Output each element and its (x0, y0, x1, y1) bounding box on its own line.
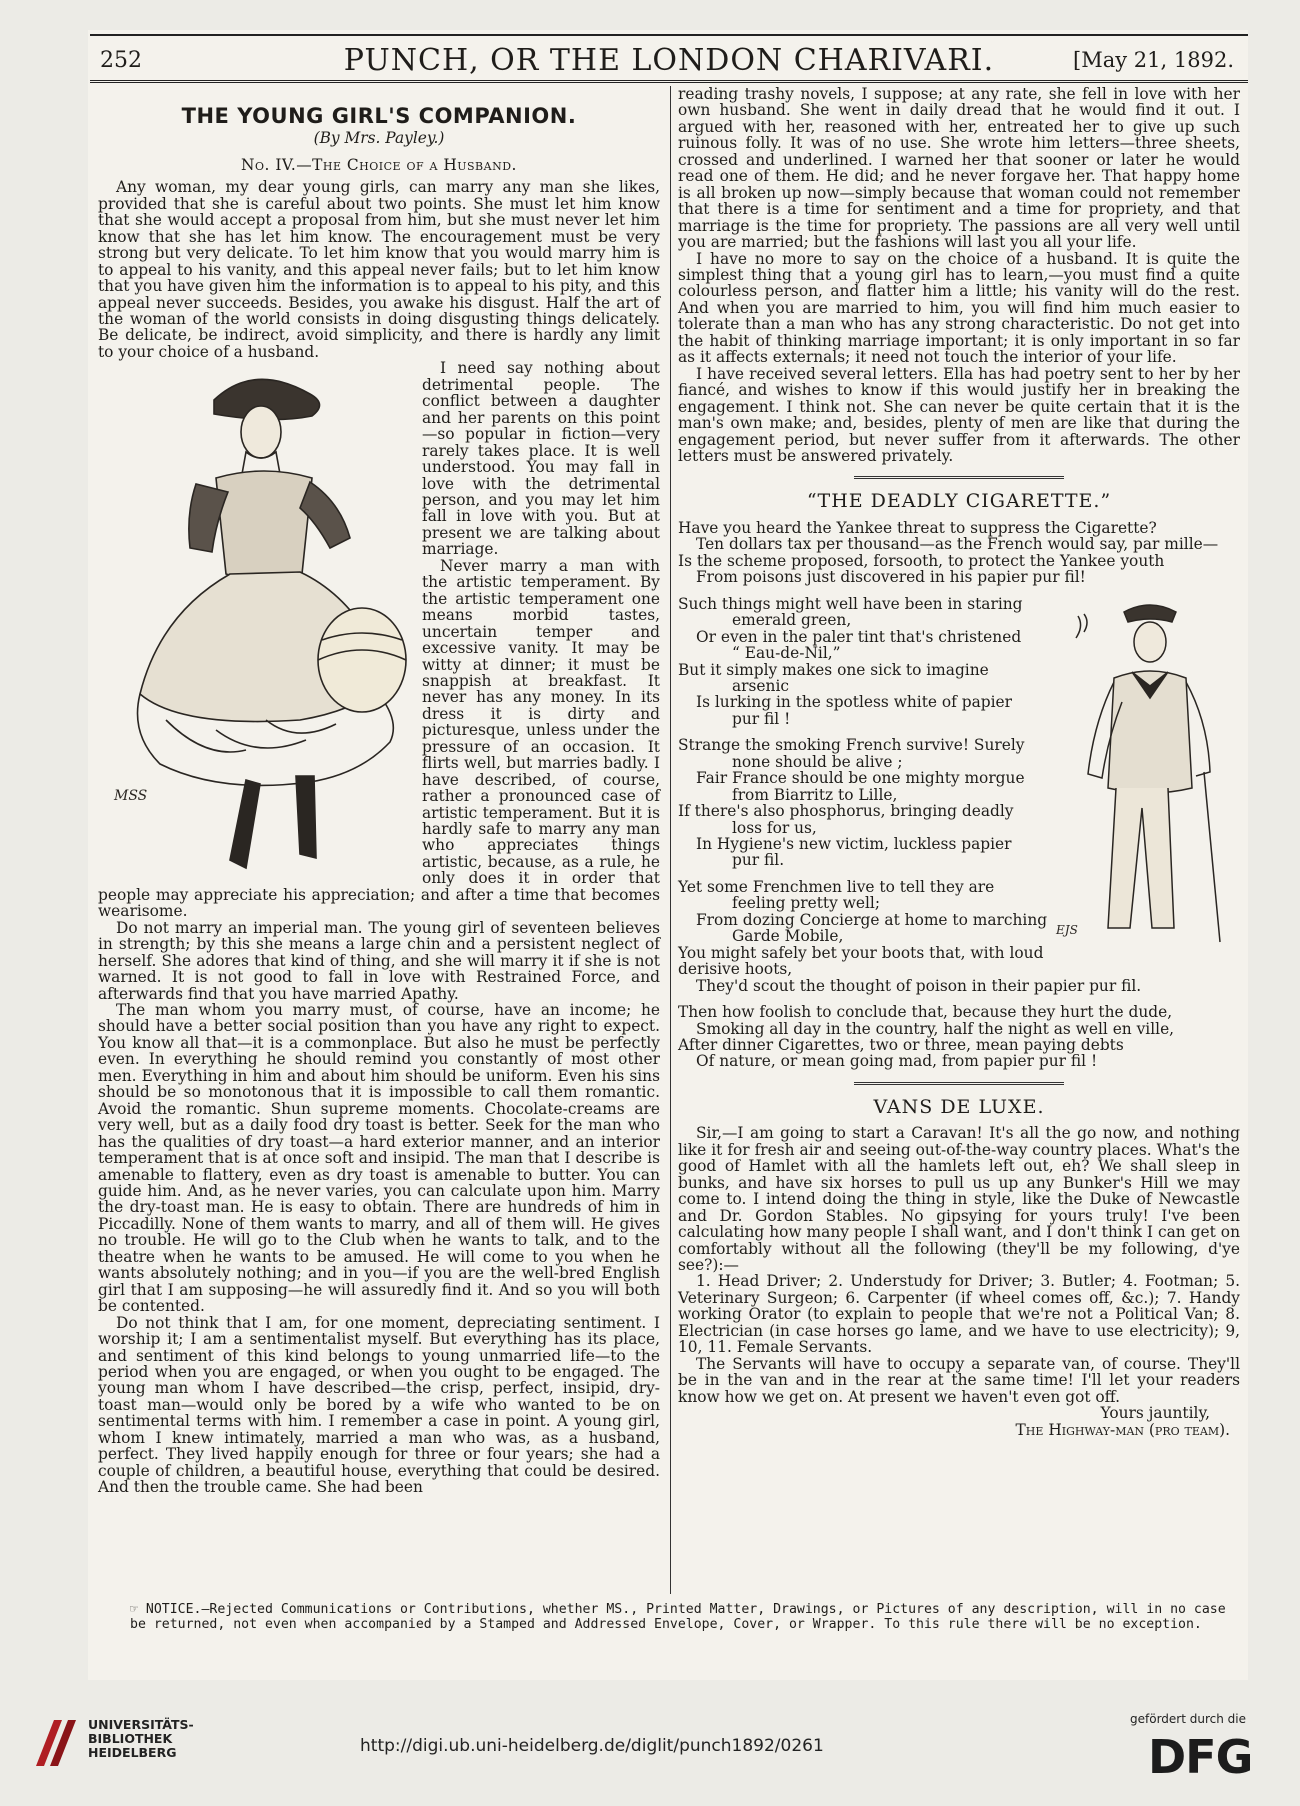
issue-date: [May 21, 1892. (1073, 48, 1234, 72)
paragraph: Do not think that I am, for one moment, depreciating sentiment. I worship it; I am a sentimentalist myself. But everything has its place, and sentiment of this kind belongs to young unmarried life—to the period when you are engaged, or when you ought to be engaged. The young man whom I have described—the crisp, perfect, insipid, dry-toast man—would only be bored by a wife who wanted to be on sentimental terms with him. I remember a case in point. A young girl, whom I knew intimately, married a man who was, as a husband, perfect. They lived happily enough for three or four years; she had a couple of children, a beautiful house, everything that could be desired. And then the trouble came. She had been (98, 1313, 660, 1497)
poem-line: In Hygiene's new victim, luckless papier (696, 835, 1012, 854)
paragraph: Do not marry an imperial man. The young girl of seventeen believes in strength; by this she means a large chin and a persistent neglect of herself. She adores that kind of thing, and she will marry it if she is not warned. It is not good to fall in love with Restrained Force, and afterwards find that you have married Apathy. (98, 918, 660, 1003)
paragraph: I have no more to say on the choice of a husband. It is quite the simplest thing that a young girl has to learn,—you must find a quite colourless person, and flatter him a little; his vanity will do the rest. And when you are married to him, you will find him much easier to tolerate than a man who has any strong characteristic. Do not get into the habit of thinking marriage important; it is only important in so far as it affects externals; it need not touch the interior of your life. (678, 249, 1240, 367)
poem (678, 520, 1240, 1070)
girl-illustration (96, 360, 414, 874)
poem-line: They'd scout the thought of poison in their papier pur fil. (696, 976, 1142, 995)
poem-line: none should be alive ; (732, 752, 903, 771)
poem-line: pur fil ! (732, 709, 791, 728)
permalink[interactable]: http://digi.ub.uni-heidelberg.de/diglit/punch1892/0261 (360, 1736, 824, 1756)
poem-line: Is the scheme proposed, forsooth, to protect the Yankee youth (678, 551, 1165, 570)
letter-signature: The Highway-man (pro team). (1015, 1420, 1230, 1439)
poem-line: Or even in the paler tint that's christened (696, 627, 1022, 646)
poem-line: pur fil. (732, 851, 785, 870)
poem-line: Ten dollars tax per thousand—as the French would say, par mille— (696, 535, 1219, 554)
vans-title: VANS DE LUXE. (873, 1095, 1045, 1118)
poem-line: After dinner Cigarettes, two or three, mean paying debts (678, 1036, 1124, 1055)
article-byline: (By Mrs. Payley.) (313, 129, 445, 148)
poem-stanza (678, 1004, 1240, 1070)
paragraph: I need say nothing about detrimental people. The conflict between a daughter and her parents on this point—so popular in fiction—very rarely takes place. It is well understood. You may fall in love with the detrimental person, and you may let him fall in love with you. But at present we are talking about marriage. (422, 359, 660, 559)
poem-line: “ Eau-de-Nil,” (732, 644, 841, 663)
right-column (678, 86, 1240, 1438)
paragraph: 1. Head Driver; 2. Understudy for Driver; 3. Butler; 4. Footman; 5. Veterinary Surgeon; 6. Carpenter (if wheel comes off, &c.); 7. Handy working Orator (to explain to people that we're not a Political Van; 8. Electrician (in case horses go lame, and we have to use electricity); 9, 10, 11. Female Servants. (678, 1272, 1240, 1357)
paragraph: Never marry a man with the artistic temperament. By the artistic temperament one means morbid tastes, uncertain temper and excessive vanity. It may be witty at dinner; it must be snappish at breakfast. It never has any money. In its dress it is dirty and picturesque, unless under the pressure of an occasion. It flirts well, but marries badly. I have described, of course, rather a pronounced case of artistic temperament. But it is hardly safe to marry any man who appreciates things artistic, because, as a rule, he only does it in order that people may appreciate his appreciation; and after a time that becomes wearisome. (98, 556, 660, 921)
poem-line: emerald green, (732, 611, 852, 630)
paragraph: I have received several letters. Ella has had poetry sent to her by her fiancé, and wishes to know if this would justify her in breaking the engagement. I think not. She can never be quite certain that it is the man's own make; and, besides, plenty of men are like that during the engagement period, but never suffer from it afterwards. The other letters must be answered privately. (678, 364, 1240, 465)
poem-line: arsenic (732, 676, 789, 695)
poem-title: “THE DEADLY CIGARETTE.” (806, 490, 1112, 513)
university-library-name (88, 1718, 194, 1760)
article-subhead: No. IV.—The Choice of a Husband. (241, 155, 517, 174)
paragraph: reading trashy novels, I suppose; at any rate, she fell in love with her own husband. She went in daily dread that he would find it out. I argued with her, reasoned with her, entreated her to give up such ruinous folly. It was of no use. She wrote him letters—three sheets, crossed and underlined. I warned her that sooner or later he would read one of them. He did; and he never forgave her. That happy home is all broken up now—simply because that woman could not remember that there is a time for sentiment and a time for propriety, and that marriage is the time for propriety. The passions are all very well until you are married; but the fashions will last you all your life. (678, 85, 1240, 252)
section-separator (854, 476, 1064, 481)
poem-line: But it simply makes one sick to imagine (678, 660, 989, 679)
poem-line: Garde Mobile, (732, 927, 844, 946)
illustrator-monogram: MSS (114, 788, 148, 805)
masthead-title: PUNCH, OR THE LONDON CHARIVARI. (343, 43, 995, 78)
poem-line: Then how foolish to conclude that, because they hurt the dude, (678, 1003, 1173, 1022)
poem-line: loss for us, (732, 818, 817, 837)
digitization-footer (0, 1692, 1300, 1806)
paragraph: The man whom you marry must, of course, have an income; he should have a better social position than you have any right to expect. You know all that—it is a commonplace. But also he must be perfectly even. In everything he should remind you constantly of most other men. Everything in him and about him should be uniform. Even his sins should be so monotonous that it is impossible to call them romantic. Avoid the romantic. Shun supreme moments. Chocolate-creams are very well, but as a daily food dry toast is better. Seek for the man who has the qualities of dry toast—a hard exterior manner, and an interior temperament that is at once soft and insipid. The man that I describe is amenable to flattery, even as dry toast is amenable to butter. You can guide him. And, as he never varies, you can calculate upon him. Marry the dry-toast man. He is easy to obtain. There are hundreds of him in Piccadilly. None of them wants to marry, and all of them will. He gives no trouble. He will go to the Club when he wants to talk, and to the theatre when he wants to be amused. He will come to you when he wants absolutely nothing; and in you—if you are the well-bred English girl that I am supposing—he will assuredly find it. And so you will both be contented. (98, 1001, 660, 1316)
poem-line: From poisons just discovered in his papier pur fil! (696, 568, 1086, 587)
library-line: UNIVERSITÄTS- (88, 1717, 194, 1732)
poem-line: Strange the smoking French survive! Surely (678, 736, 1025, 755)
poem-line: You might safely bet your boots that, with loud derisive hoots, (678, 943, 1044, 979)
letter-signoff: Yours jauntily, (1100, 1404, 1210, 1423)
dude-illustration (1054, 592, 1240, 950)
poem-line: From dozing Concierge at home to marching (696, 910, 1048, 929)
poem-line: If there's also phosphorus, bringing deadly (678, 802, 1014, 821)
university-library-logo-icon (32, 1716, 78, 1770)
poem-line: from Biarritz to Lille, (732, 785, 898, 804)
paragraph: Any woman, my dear young girls, can marry any man she likes, provided that she is careful about two points. She must let him know that she would accept a proposal from him, but she must never let him know that she has let him know. The encouragement must be very strong but very delicate. To let him know that you would marry him is to appeal to his vanity, and this appeal never fails; but to let him know that you have given him the information is to appeal to his pity, and this appeal never succeeds. Besides, you awake his disgust. Half the art of the woman of the world consists in doing disgusting things delicately. Be delicate, be indirect, avoid simplicity, and there is hardly any limit to your choice of a husband. (98, 178, 660, 361)
library-line: HEIDELBERG (88, 1745, 177, 1760)
poem-stanza (678, 520, 1240, 586)
poem-line: Fair France should be one mighty morgue (696, 769, 1025, 788)
section-separator (854, 1082, 1064, 1087)
poem-line: Is lurking in the spotless white of papier (696, 693, 1013, 712)
editorial-notice: ☞ NOTICE.—Rejected Communications or Contributions, whether MS., Printed Matter, Drawings, or Pictures of any description, will in no case be returned, not even when accompanied by a Stamped and Addressed Envelope, Cover, or Wrapper. To this rule there will be no exception. (130, 1602, 1226, 1632)
column-divider (670, 86, 671, 1594)
header-top-rule (90, 34, 1248, 36)
paragraph: Sir,—I am going to start a Caravan! It's all the go now, and nothing like it for fresh air and seeing out-of-the-way country places. What's the good of Hamlet with all the hamlets left out, eh? We shall sleep in bunks, and have six horses to pull us up any Bunker's Hill we may come to. I intend doing the thing in style, like the Duke of Newcastle and Dr. Gordon Stables. No gipsying for yours truly! I've been calculating how many people I shall want, and I don't think I can get on comfortably without all the following (they'll be my following, d'ye see?):— (678, 1124, 1240, 1274)
paragraph: The Servants will have to occupy a separate van, of course. They'll be in the van and in the rear at the same time! I'll let your readers know how we get on. At present we haven't even got off. (678, 1354, 1240, 1406)
article-title: THE YOUNG GIRL'S COMPANION. (181, 104, 577, 128)
library-line: BIBLIOTHEK (88, 1731, 173, 1746)
page-number: 252 (100, 48, 142, 73)
poem-line: Of nature, or mean going mad, from papier pur fil ! (696, 1052, 1098, 1071)
poem-line: Yet some Frenchmen live to tell they are (678, 877, 995, 896)
poem-line: Such things might well have been in staring (678, 594, 1023, 613)
page-header (98, 40, 1240, 80)
funding-caption: gefördert durch die (1130, 1712, 1246, 1726)
dfg-logo: DFG (1148, 1730, 1253, 1784)
poem-line: Have you heard the Yankee threat to suppress the Cigarette? (678, 518, 1157, 537)
left-column (98, 96, 660, 1496)
poem-line: Smoking all day in the country, half the night as well en ville, (696, 1019, 1175, 1038)
poem-line: feeling pretty well; (732, 894, 880, 913)
illustrator-monogram: EJS (1056, 922, 1078, 937)
